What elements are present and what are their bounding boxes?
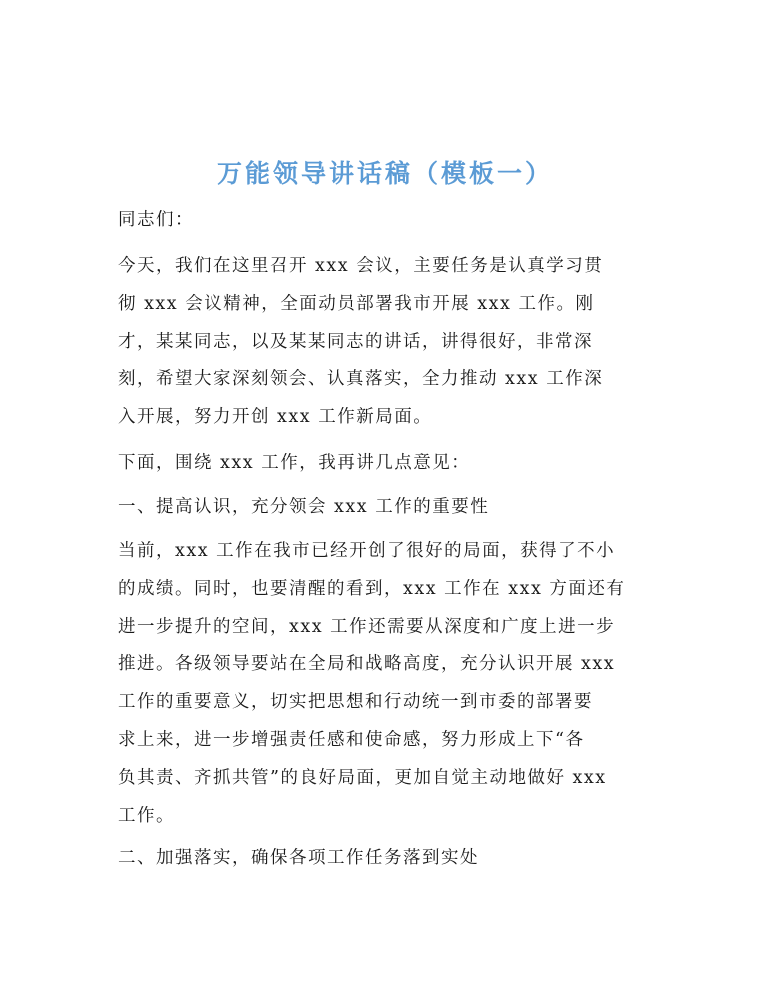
paragraph-line: 入开展，努力开创 xxx 工作新局面。	[118, 407, 433, 428]
paragraph-line: 彻 xxx 会议精神，全面动员部署我市开展 xxx 工作。刚	[118, 293, 595, 314]
paragraph-line: 当前，xxx 工作在我市已经开创了很好的局面，获得了不小	[118, 541, 616, 561]
section-heading-2: 二、加强落实，确保各项工作任务落到实处	[118, 848, 479, 868]
document-title: 万能领导讲话稿（模板一）	[216, 159, 553, 188]
paragraph-line: 求上来，进一步增强责任感和使命感，努力形成上下“各	[118, 729, 585, 750]
paragraph-line: 才，某某同志，以及某某同志的讲话，讲得很好，非常深	[118, 331, 593, 352]
paragraph-line: 工作的重要意义，切实把思想和行动统一到市委的部署要	[118, 692, 593, 713]
paragraph-line: 负其责、齐抓共管”的良好局面，更加自觉主动地做好 xxx	[118, 767, 607, 788]
section-1-paragraph	[118, 533, 658, 835]
paragraph-line: 推进。各级领导要站在全局和战略高度，充分认识开展 xxx	[118, 654, 616, 675]
paragraph-line: 刻，希望大家深刻领会、认真落实，全力推动 xxx 工作深	[118, 369, 604, 390]
intro-paragraph	[118, 248, 658, 437]
paragraph-line: 进一步提升的空间，xxx 工作还需要从深度和广度上进一步	[118, 616, 616, 637]
paragraph-line: 工作。	[118, 805, 175, 826]
paragraph-line: 今天，我们在这里召开 xxx 会议，主要任务是认真学习贯	[118, 256, 604, 276]
transition-line: 下面，围绕 xxx 工作，我再讲几点意见：	[118, 453, 471, 473]
section-heading-1: 一、提高认识，充分领会 xxx 工作的重要性	[118, 497, 490, 517]
greeting: 同志们：	[118, 210, 194, 230]
paragraph-line: 的成绩。同时，也要清醒的看到，xxx 工作在 xxx 方面还有	[118, 578, 626, 599]
